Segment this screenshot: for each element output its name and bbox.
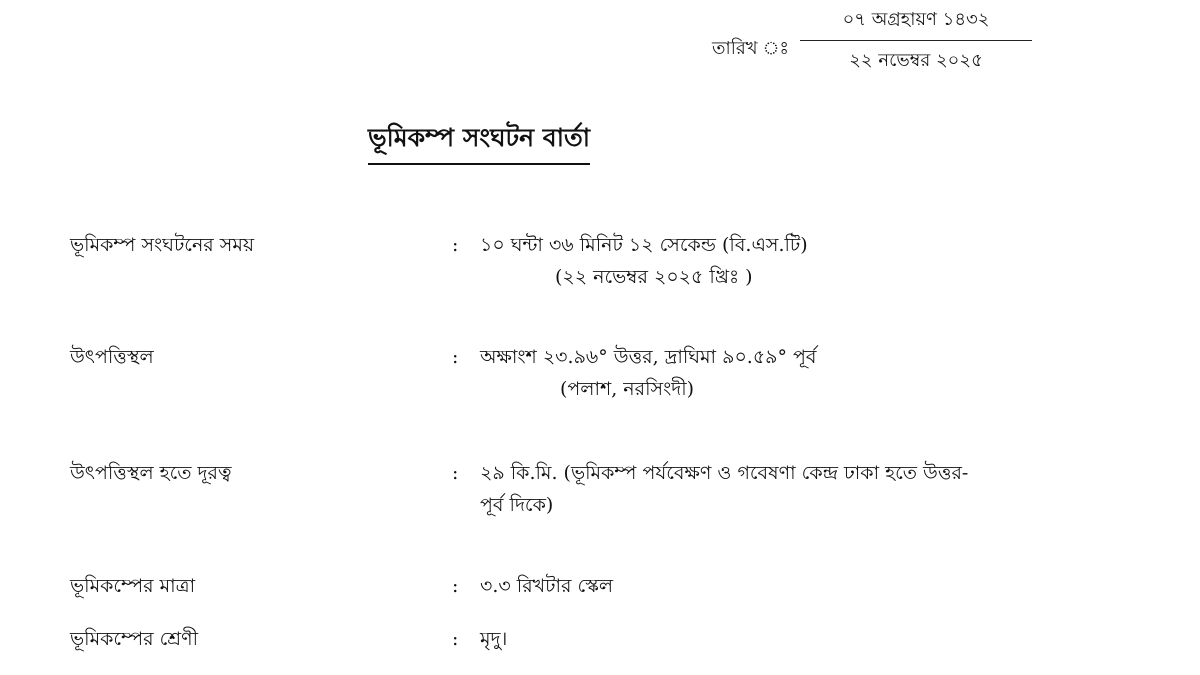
row-subvalue: (পলাশ, নরসিংদী) (560, 378, 695, 400)
date-bangla: ০৭ অগ্রহায়ণ ১৪৩২ (800, 6, 1032, 41)
date-block (800, 6, 1032, 75)
row-label: ভূমিকম্প সংঘটনের সময় (70, 234, 255, 256)
row-value: ৩.৩ রিখটার স্কেল (480, 575, 614, 597)
row-value: অক্ষাংশ ২৩.৯৬° উত্তর, দ্রাঘিমা ৯০.৫৯° পূর্ব (480, 346, 817, 368)
document-title: ভূমিকম্প সংঘটন বার্তা (368, 118, 590, 165)
row-label: ভূমিকম্পের শ্রেণী (70, 628, 199, 650)
row-subvalue: পূর্ব দিকে) (480, 494, 554, 516)
row-label: উৎপত্তিস্থল (70, 346, 154, 368)
row-value: মৃদু। (480, 628, 508, 650)
row-colon: : (452, 346, 459, 368)
row-value: ২৯ কি.মি. (ভূমিকম্প পর্যবেক্ষণ ও গবেষণা কেন্দ্র ঢাকা হতে উত্তর- (480, 462, 969, 484)
date-label: তারিখ ঃ (712, 38, 790, 59)
row-colon: : (452, 462, 459, 484)
date-gregorian: ২২ নভেম্বর ২০২৫ (849, 50, 983, 71)
row-label: ভূমিকম্পের মাত্রা (70, 575, 196, 597)
row-label: উৎপত্তিস্থল হতে দূরত্ব (70, 462, 232, 484)
row-colon: : (452, 234, 459, 256)
row-colon: : (452, 575, 459, 597)
row-value: ১০ ঘন্টা ৩৬ মিনিট ১২ সেকেন্ড (বি.এস.টি) (480, 234, 808, 256)
row-colon: : (452, 628, 459, 650)
row-subvalue: (২২ নভেম্বর ২০২৫ খ্রিঃ ) (555, 266, 753, 288)
